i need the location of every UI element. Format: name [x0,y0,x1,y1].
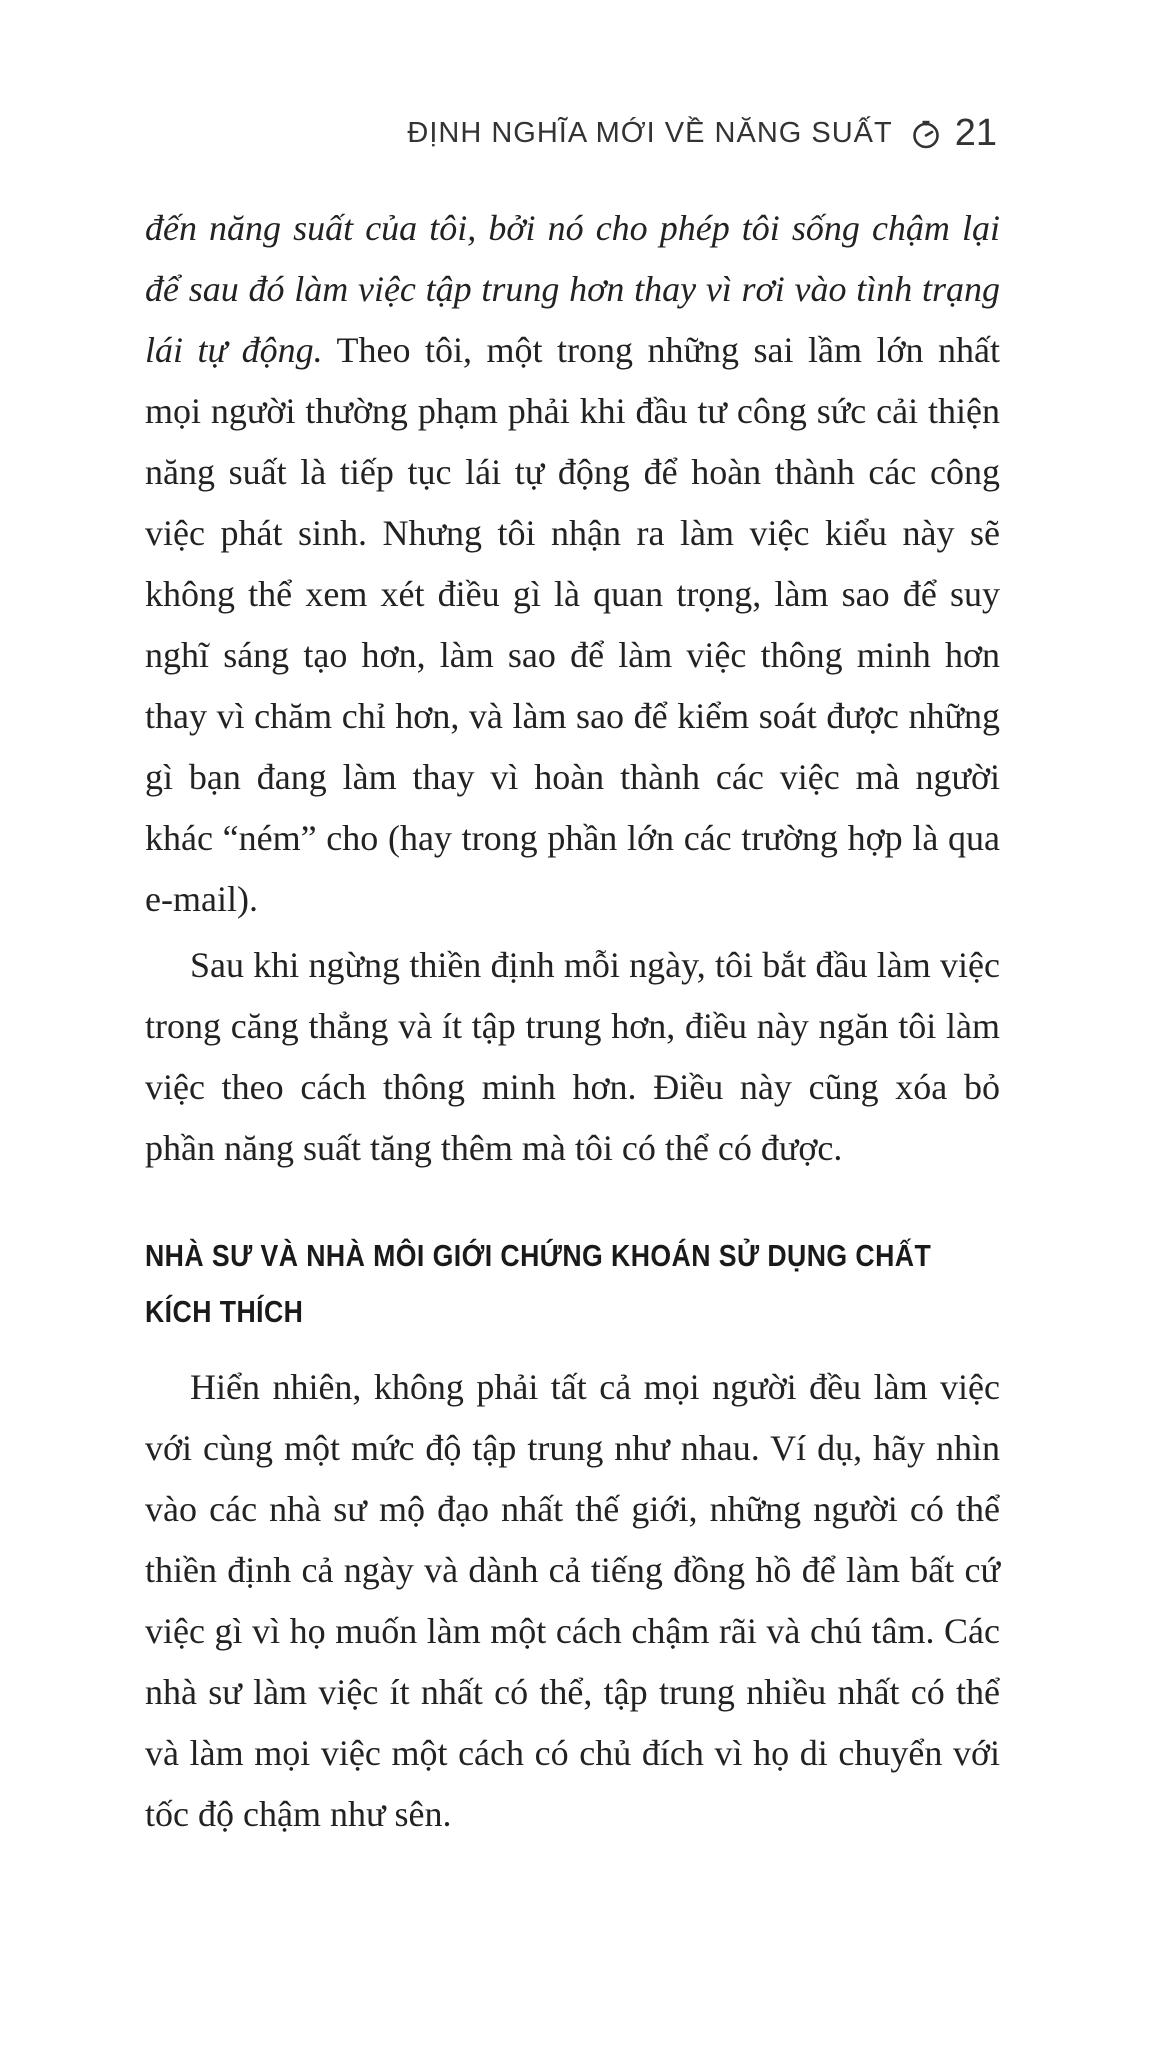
clock-icon [911,119,941,149]
paragraph-text: Hiển nhiên, không phải tất cả mọi người đều làm việc với cùng một mức độ tập trung như nhau. Ví dụ, hãy nhìn vào các nhà sư mộ đạo nhất thế giới, những người có thể thiền định cả ngày và dành cả tiếng đồng hồ để làm bất cứ việc gì vì họ muốn làm một cách chậm rãi và chú tâm. Các nhà sư làm việc ít nhất có thể, tập trung nhiều nhất có thể và làm mọi việc một cách có chủ đích vì họ di chuyển với tốc độ chậm như sên. [145,1367,1000,1834]
running-head [407,112,997,155]
body-paragraph-1 [145,198,1000,930]
section-heading: NHÀ SƯ VÀ NHÀ MÔI GIỚI CHỨNG KHOÁN SỬ DỤNG CHẤT KÍCH THÍCH [145,1238,932,1329]
chapter-title: ĐỊNH NGHĨA MỚI VỀ NĂNG SUẤT [407,117,893,149]
paragraph-text: Theo tôi, một trong những sai lầm lớn nhất mọi người thường phạm phải khi đầu tư công sức cải thiện năng suất là tiếp tục lái tự động để hoàn thành các công việc phát sinh. Nhưng tôi nhận ra làm việc kiểu này sẽ không thể xem xét điều gì là quan trọng, làm sao để suy nghĩ sáng tạo hơn, làm sao để làm việc thông minh hơn thay vì chăm chỉ hơn, và làm sao để kiểm soát được những gì bạn đang làm thay vì hoàn thành các việc mà người khác “ném” cho (hay trong phần lớn các trường hợp là qua e-mail). [145,330,1001,919]
body-paragraph-2 [145,935,1000,1179]
paragraph-text: Sau khi ngừng thiền định mỗi ngày, tôi bắt đầu làm việc trong căng thẳng và ít tập trung hơn, điều này ngăn tôi làm việc theo cách thông minh hơn. Điều này cũng xóa bỏ phần năng suất tăng thêm mà tôi có thể có được. [145,945,1000,1168]
page-number: 21 [954,112,997,154]
italic-passage: đến năng suất của tôi, bởi nó cho phép tôi sống chậm lại để sau đó làm việc tập trung hơn thay vì rơi vào tình trạng lái tự động. [145,208,1000,370]
body-paragraph-3 [145,1357,1000,1845]
